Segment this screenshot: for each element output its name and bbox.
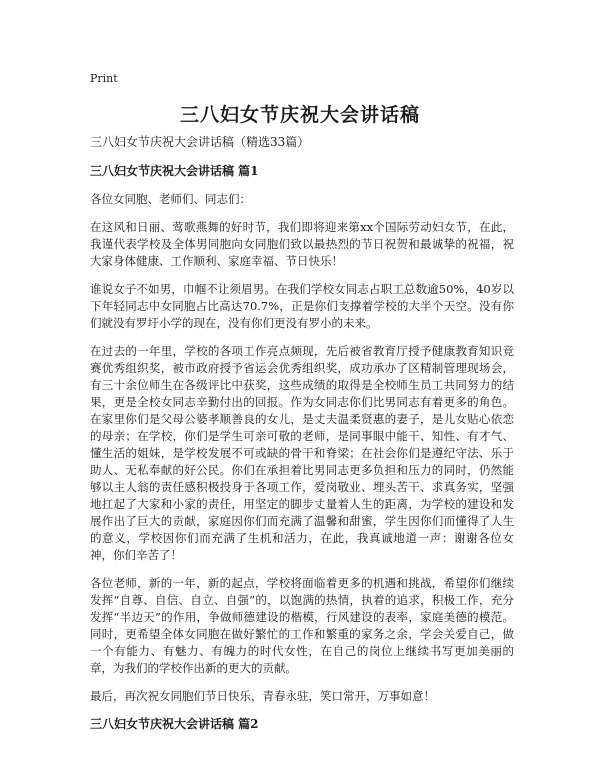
document-subtitle: 三八妇女节庆祝大会讲话稿（精选33篇）: [90, 135, 310, 149]
print-link[interactable]: Print: [90, 72, 118, 85]
paragraph-closing: 最后，再次祝女同胞们节日快乐，青春永驻，笑口常开，万事如意！: [90, 689, 435, 703]
section-heading-1: 三八妇女节庆祝大会讲话稿 篇1: [90, 164, 259, 178]
paragraph-achievements: 在过去的一年里，学校的各项工作亮点频现，先后被省教育厅授予健康教育知识竞赛优秀组织奖，被市政府授予省运会优秀组织奖，成功承办了区精制管理现场会，有三十余位师生在各级评比中获奖，这些成绩的取得是全校师生员工共同努力的结果，更是全校女同志辛勤付出的回报。作为女同志你们比男同志有着更多的角色。在家里你们是父母公婆孝顺善良的女儿，是丈夫温柔贤惠的妻子，是儿女贴心依恋的母亲；在学校，你们是学生可亲可敬的老师，是同事眼中能干、知性、有才气、懂生活的姐妹，是学校发展不可或缺的骨干和脊梁；在社会你们是遵纪守法、乐于助人、无私奉献的好公民。你们在承担着比男同志更多负担和压力的同时，仍然能够以主人翁的责任感积极投身于各项工作，爱岗敬业、埋头苦干、求真务实，坚强地扛起了大家和小家的责任，用坚定的脚步丈量着人生的距离，为学校的建设和发展作出了巨大的贡献，家庭因你们而充满了温馨和甜蜜，学生因你们而懂得了人生的意义，学校因你们而充满了生机和活力，在此，我真诚地道一声：谢谢各位女神，你们辛苦了！: [90, 344, 514, 562]
document-title: 三八妇女节庆祝大会讲话稿: [179, 104, 420, 126]
paragraph-hopes: 各位老师，新的一年，新的起点，学校将面临着更多的机遇和挑战，希望你们继续发挥“自尊、自信、自立、自强”的，以饱满的热情，执着的追求，积极工作，充分发挥“半边天”的作用，争做师德建设的楷模，行风建设的表率，家庭美德的模范。同时，更希望全体女同胞在做好繁忙的工作和繁重的家务之余，学会关爱自己，做一个有能力、有魅力、有魄力的时代女性，在自己的岗位上继续书写更加美丽的章，为我们的学校作出新的更大的贡献。: [90, 576, 514, 675]
paragraph-greeting: 各位女同胞、老师们、同志们：: [90, 192, 251, 206]
paragraph-statistics: 谁说女子不如男，巾帼不让须眉男。在我们学校女同志占职工总数逾50%，40岁以下年轻同志中女同胞占比高达70.7%，正是你们支撑着学校的大半个天空。没有你们就没有罗圩小学的现在，没有你们更没有罗小的未来。: [90, 282, 514, 330]
paragraph-opening: 在这风和日丽、莺歌燕舞的好时节，我们即将迎来第xx个国际劳动妇女节，在此，我谨代表学校及全体男同胞向女同胞们致以最热烈的节日祝贺和最诚挚的祝福，祝大家身体健康、工作顺利、家庭幸福、节日快乐！: [90, 220, 514, 268]
section-heading-2: 三八妇女节庆祝大会讲话稿 篇2: [90, 717, 259, 731]
document-body: [90, 134, 514, 744]
